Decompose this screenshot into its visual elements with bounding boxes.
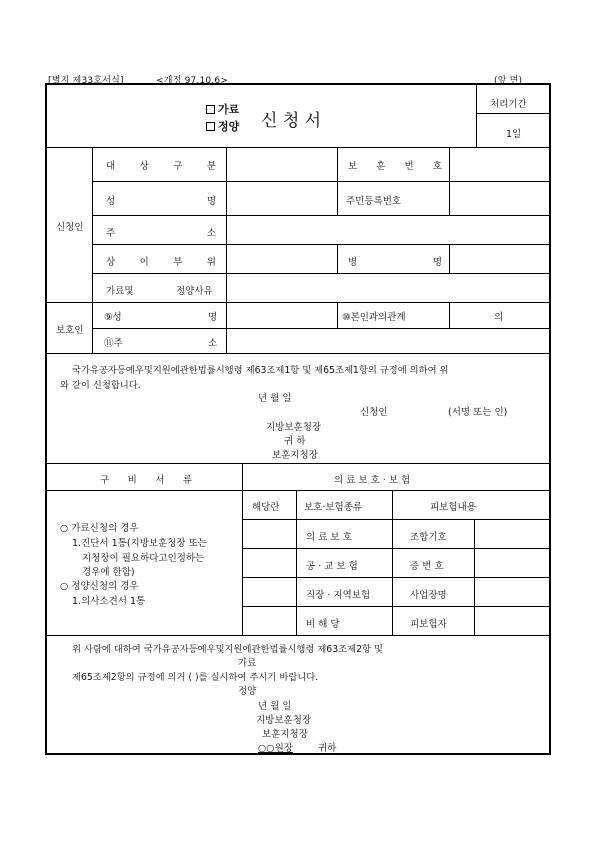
request-option-treatment[interactable]: 가료: [238, 658, 257, 669]
request-branch-office: 보훈지청장: [262, 729, 308, 740]
docs-item-5: ○ 정양신청의 경우: [60, 581, 139, 592]
guardian-address-field[interactable]: [230, 331, 546, 350]
signature-field[interactable]: (서명 또는 인): [448, 407, 508, 418]
insurance-type-not-applicable: 비 해 당: [306, 619, 340, 630]
required-docs-header: 구 비 서 류: [100, 475, 192, 486]
addressee-regional-office: 지방보훈청장: [266, 422, 322, 433]
union-code-field[interactable]: [477, 522, 547, 545]
resident-number-label: 주민등록번호: [346, 196, 402, 207]
insurance-col-applicable: 해당란: [252, 502, 280, 513]
form-title: 신 청 서: [261, 111, 322, 131]
reason-label-b: 정양사유: [176, 286, 213, 297]
statement-date[interactable]: 년 월 일: [258, 393, 292, 404]
target-type-label: 대 상 구 분: [106, 161, 216, 172]
docs-item-4: 경우에 한함): [82, 567, 135, 578]
insurance-check-medical-aid[interactable]: [246, 522, 292, 545]
statement-applicant-label: 신청인: [360, 407, 388, 418]
addressee-branch-office: 보훈지청장: [272, 450, 318, 461]
insurance-check-workplace-regional[interactable]: [246, 580, 292, 603]
cert-number-field[interactable]: [477, 551, 547, 574]
insurance-type-public-school: 공 · 교 보 험: [306, 561, 358, 572]
workplace-name-field[interactable]: [477, 580, 547, 603]
veteran-number-field[interactable]: [452, 150, 546, 178]
request-option-recuperation[interactable]: 정양: [238, 686, 257, 697]
request-line-1: 위 사람에 대하여 국가유공자등예우및지원에관한법률시행령 제63조제2항 및: [72, 644, 383, 655]
request-hospital-director[interactable]: ○○원장: [258, 743, 293, 754]
resident-number-field[interactable]: [452, 184, 546, 212]
guardian-address-label: ⑪주: [104, 338, 123, 349]
guardian-section-label: 보호인: [56, 325, 84, 336]
insurance-col-content: 피보험내용: [430, 502, 476, 513]
guardian-name-label: ⑨성: [104, 312, 122, 323]
target-type-field[interactable]: [230, 150, 334, 178]
wound-part-field[interactable]: [230, 247, 334, 270]
wound-part-label: 상 이 부 위: [106, 257, 216, 268]
request-date[interactable]: 년 월 일: [258, 701, 292, 712]
request-line-2: 제65조제2항의 규정에 의거 ( )를 실시하여 주시기 바랍니다.: [72, 672, 319, 683]
guardian-name-label-suffix: 명: [208, 312, 218, 323]
reason-field[interactable]: [230, 276, 546, 299]
insurance-check-public-school[interactable]: [246, 551, 292, 574]
applicant-address-label: 주 소: [106, 228, 216, 239]
insurance-type-medical-aid: 의 료 보 호: [306, 532, 352, 543]
guardian-relation-label: ⑩본인과의관계: [342, 312, 406, 323]
insurance-check-not-applicable[interactable]: [246, 609, 292, 632]
option-treatment[interactable]: 가료: [206, 101, 239, 117]
docs-item-1: ○ 가료신청의 경우: [60, 523, 139, 534]
option-recuperation[interactable]: 정양: [206, 118, 239, 134]
form-number: [별지 제33호서식]: [48, 76, 124, 86]
insured-person-field[interactable]: [477, 609, 547, 632]
insurance-type-workplace-regional: 직장 · 지역보험: [306, 590, 371, 601]
insurance-header: 의 료 보 호 · 보 험: [334, 475, 411, 486]
addressee-to: 귀 하: [284, 436, 306, 447]
disease-label: 병 명: [348, 257, 442, 268]
checkbox-icon[interactable]: [206, 105, 215, 114]
statement-line-1: 국가유공자등예우및지원에관한법률시행령 제63조제1항 및 제65조제1항의 규정에 의하여 위: [72, 365, 449, 376]
applicant-name-label: 성 명: [106, 196, 216, 207]
docs-item-3: 지청장이 필요하다고인정하는: [82, 553, 205, 564]
insurance-content-insured: 피보험자: [410, 619, 447, 630]
page-side: (앞 면): [494, 76, 523, 86]
request-to: 귀하: [318, 743, 337, 754]
insurance-content-workplace: 사업장명: [410, 590, 447, 601]
veteran-number-label: 보 훈 번 호: [348, 161, 442, 172]
guardian-name-field[interactable]: [230, 305, 334, 325]
disease-field[interactable]: [452, 247, 546, 270]
processing-period-value: 1일: [506, 129, 522, 140]
insurance-content-cert-no: 증 번 호: [410, 561, 444, 572]
applicant-section-label: 신청인: [56, 222, 84, 233]
checkbox-icon[interactable]: [206, 122, 215, 131]
insurance-content-union-code: 조합기호: [410, 532, 447, 543]
applicant-address-field[interactable]: [230, 218, 546, 241]
docs-item-2: 1.진단서 1통(지방보훈청장 또는: [72, 538, 207, 549]
guardian-relation-value[interactable]: 의: [494, 312, 504, 323]
statement-line-2: 와 같이 신청합니다.: [60, 380, 141, 391]
reason-label-a: 가료및: [106, 286, 134, 297]
request-regional-office: 지방보훈청장: [256, 715, 312, 726]
processing-period-label: 처리기간: [490, 99, 527, 110]
revision-note: <개정 97.10.6>: [156, 76, 229, 86]
insurance-col-type: 보호·보험종류: [304, 502, 363, 513]
docs-item-6: 1.의사소견서 1통: [72, 596, 146, 607]
applicant-name-field[interactable]: [230, 184, 334, 212]
guardian-address-label-suffix: 소: [208, 338, 218, 349]
